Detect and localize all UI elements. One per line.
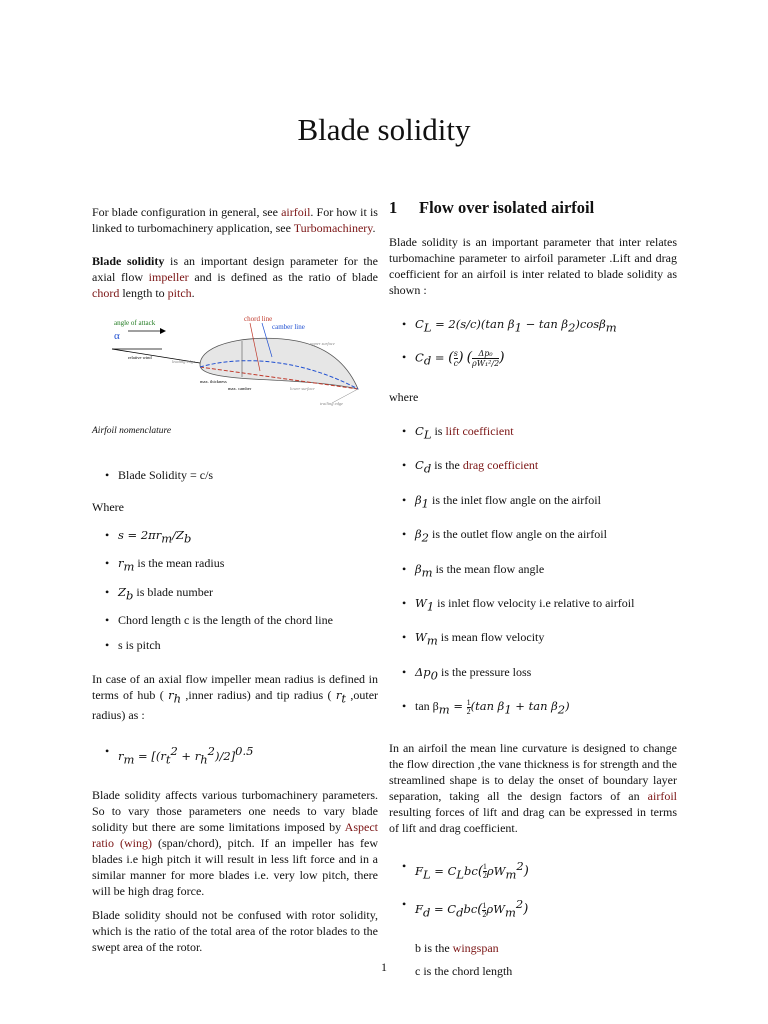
frac-den: 2	[482, 871, 487, 881]
section-title: Flow over isolated airfoil	[419, 198, 595, 217]
math-part: )cosβ	[575, 317, 606, 331]
turbomachinery-link[interactable]: Turbomachinery	[293, 221, 373, 235]
list-item	[389, 595, 677, 614]
math-sub: L	[423, 320, 432, 335]
list-item	[389, 526, 677, 545]
def-text: is the outlet flow angle on the airfoil	[428, 527, 607, 542]
def-text-4: .	[191, 286, 195, 300]
def-text: is the pressure loss	[438, 664, 532, 679]
symbol-definitions	[389, 423, 677, 718]
math-sup: 2	[207, 743, 215, 758]
math-sub: t	[165, 751, 171, 766]
list-item	[389, 664, 677, 683]
math-sub: m	[438, 702, 450, 717]
airfoil-link[interactable]: airfoil	[281, 205, 311, 219]
math-sub: L	[423, 427, 432, 442]
relative-wind-label: relative wind	[128, 355, 152, 360]
math-sup: 2	[170, 743, 178, 758]
math-part: ρW	[486, 901, 505, 916]
where-label-right: where	[389, 390, 419, 405]
frac-den: ρW₁²/2	[472, 359, 500, 369]
math-sub: 1	[421, 496, 429, 511]
math-sup: 0.5	[235, 743, 254, 758]
frac-den: 2	[466, 706, 471, 716]
math-sub: 2	[421, 530, 429, 545]
math-symbol: r	[118, 556, 124, 571]
math-sub: m	[505, 866, 517, 881]
def-text-2: and is defined as the ratio of blade	[188, 270, 378, 284]
right-column	[389, 200, 677, 979]
math-part: ρW	[486, 863, 506, 878]
math-symbol: Δp	[415, 664, 431, 679]
math-symbol: r	[168, 688, 174, 703]
affects-text-2: (span/chord), pitch. If an impeller has few blades i.e high pitch it will result in less lift force and in a similar manner for more blades i.e. very low pitch, there will be high drag force.	[92, 835, 378, 898]
math-symbol: r	[118, 748, 124, 763]
math-part: tan β	[415, 699, 439, 714]
affects-paragraph	[92, 787, 378, 899]
math-symbol: C	[415, 424, 424, 439]
frac-num: 1	[466, 697, 471, 707]
math-part: (tan β	[470, 699, 505, 714]
solidity-list	[92, 467, 378, 483]
math-symbol: F	[415, 901, 423, 916]
list-item: • s is pitch	[92, 637, 378, 653]
hub-text-1: In case of an axial flow impeller mean radius is defined in terms of hub (	[92, 672, 378, 703]
list-item	[92, 527, 378, 546]
math-part: )/2]	[214, 748, 236, 763]
math-sub: m	[161, 531, 173, 546]
left-column	[92, 200, 378, 955]
aspect-ratio-link[interactable]: Aspect ratio (wing)	[92, 819, 378, 850]
hub-text-2: ,inner radius) and tip radius (	[181, 688, 336, 703]
math-symbol: F	[415, 863, 423, 878]
math-sub: m	[421, 564, 433, 579]
pitch-formula: s = 2πr	[118, 528, 162, 542]
def-text: is the mean flow angle	[432, 561, 545, 576]
intro-paragraph	[92, 204, 378, 236]
math-sub: b	[126, 588, 134, 603]
cl-formula	[389, 316, 677, 335]
wingspan-link[interactable]: wingspan	[452, 941, 499, 956]
section-number: 1	[389, 198, 398, 217]
list-item	[92, 555, 378, 574]
angle-of-attack-label: angle of attack	[114, 319, 156, 327]
math-symbol: C	[415, 350, 424, 365]
math-sub: 1	[426, 599, 435, 614]
list-item	[389, 492, 677, 511]
blade-solidity-bold: Blade solidity	[92, 254, 165, 268]
hub-paragraph	[92, 671, 378, 722]
where-label: Where	[92, 500, 124, 514]
math-sup: 2	[515, 896, 524, 911]
trailing-edge-label: trailing edge	[320, 401, 344, 406]
math-sub: m	[123, 751, 135, 766]
math-symbol: r	[335, 688, 342, 703]
math-sub: d	[423, 461, 432, 476]
camber-line-label: camber line	[272, 323, 305, 331]
math-part: = C	[430, 901, 457, 916]
frac-num: Δp₀	[472, 349, 499, 359]
math-part: bc	[464, 863, 478, 878]
lower-surface-label: lower surface	[290, 386, 315, 391]
math-sub: m	[426, 633, 438, 648]
math-sub: h	[173, 691, 182, 706]
max-camber-label: max. camber	[228, 386, 252, 391]
math-symbol: C	[415, 458, 424, 473]
angle-arrowhead	[160, 328, 166, 334]
section-intro: Blade solidity is an important parameter that inter relates turbomachine parameter to airfoil parameter .Lift and drag coefficient for an airfoil is inter related to blade solidity as shown :	[389, 235, 677, 297]
leading-edge-label: leading edge	[172, 359, 196, 364]
frac-num: s	[453, 349, 458, 359]
affects-text-1: Blade solidity affects various turbomachinery parameters. So to vary those parameters one needs to vary blade solidity but there are some limitations imposed by	[92, 787, 378, 834]
bullet-text: is blade number	[133, 584, 214, 599]
def-text: is the	[431, 458, 463, 473]
rm-formula	[92, 743, 378, 767]
math-sub: 0	[430, 668, 438, 683]
bullet-text: is the mean radius	[134, 556, 225, 571]
math-symbol: W	[415, 595, 427, 610]
math-symbol: β	[415, 561, 422, 576]
figure-caption: Airfoil nomenclature	[92, 426, 172, 436]
def-text-3: length to	[119, 286, 168, 300]
math-part: =	[431, 350, 449, 365]
curv-text-2: resulting forces of lift and drag can be expressed in terms of lift and drag coefficient.	[389, 804, 677, 835]
lift-coefficient-link[interactable]: lift coefficient	[445, 424, 514, 439]
chord-line-label: chord line	[244, 315, 273, 323]
list-item	[92, 584, 378, 603]
definition-paragraph	[92, 253, 378, 301]
math-sub: d	[423, 354, 432, 369]
math-sub: d	[456, 905, 464, 920]
intro-text: For blade configuration in general, see	[92, 205, 282, 219]
def-text: is the inlet flow angle on the airfoil	[428, 492, 601, 507]
airfoil-link-2[interactable]: airfoil	[647, 788, 677, 803]
definitions-list	[92, 527, 378, 653]
pitch-link[interactable]: pitch	[167, 286, 192, 300]
fd-formula: • $F_d = C_dbc$( $\frac{1}{2}$ $\rho W_m^2$)	[389, 896, 677, 920]
frac-num: 1	[482, 862, 487, 872]
math-symbol: W	[415, 630, 427, 645]
coefficient-list	[389, 316, 677, 369]
hub-text-3: ,outer radius) as :	[92, 688, 379, 722]
math-symbol: Z	[118, 584, 126, 599]
alpha-label: α	[114, 330, 120, 342]
def-text: is	[431, 424, 446, 439]
math-sub: m	[605, 320, 617, 335]
math-sub: 2	[568, 320, 576, 335]
curvature-paragraph	[389, 740, 677, 836]
curv-text-1: In an airfoil the mean line curvature is designed to change the flow direction ,the vane thickness is for strength and the streamlined shape is to delay the onset of boundary layer separation, taking all the design factors of an	[389, 740, 677, 803]
math-sub: 1	[504, 702, 512, 717]
tan-formula	[389, 698, 677, 717]
list-item: • Chord length c is the length of the chord line	[92, 612, 378, 628]
section-heading	[389, 200, 677, 216]
def-text-1: is an important design parameter for the axial flow	[92, 254, 378, 284]
math-sup: 2	[516, 858, 524, 873]
rotor-paragraph: Blade solidity should not be confused with rotor solidity, which is the ratio of the total area of the rotor blades to the swept area of the rotor.	[92, 907, 378, 954]
math-sub: d	[422, 905, 431, 920]
fl-formula: • $F_L = C_Lbc$( $\frac{1}{2}$ $\rho W_m^2$)	[389, 858, 677, 882]
def-text: is mean flow velocity	[437, 630, 545, 645]
max-thickness-label: max. thickness	[200, 379, 227, 384]
math-sub: 1	[514, 320, 522, 335]
math-part: + r	[177, 748, 201, 763]
math-symbol: β	[415, 492, 422, 507]
math-sub: 2	[557, 702, 566, 717]
math-sub: L	[456, 866, 465, 881]
upper-surface-label: upper surface	[310, 341, 335, 346]
page-number: 1	[381, 960, 387, 974]
math-sub: m	[123, 559, 135, 574]
math-part: =	[449, 699, 467, 714]
list-item	[389, 423, 677, 442]
solidity-bullet: • Blade Solidity = c/s	[92, 467, 378, 483]
b-def-text: b is the	[415, 941, 453, 956]
b-definition	[389, 940, 677, 956]
math-sub: m	[504, 905, 516, 920]
math-sub: t	[341, 691, 346, 706]
frac-num: 1	[482, 900, 487, 910]
frac-den: 2	[482, 909, 487, 919]
math-sub: h	[200, 751, 208, 766]
cd-formula: • $C_d$ = ( $\frac{s}{c}$ ) ( $\frac{\text{Δp₀}}{\text{ρW₁²/2}}$ )	[389, 349, 677, 369]
page-title: Blade solidity	[297, 112, 471, 147]
frac-den: c	[453, 359, 459, 369]
chord-link[interactable]: chord	[92, 286, 120, 300]
math-part: )	[565, 699, 570, 714]
math-sub: b	[184, 531, 192, 546]
math-part: = C	[430, 863, 457, 878]
math-part: = [(r	[134, 748, 166, 763]
airfoil-figure	[92, 311, 378, 411]
list-item	[389, 457, 677, 476]
c-definition: c is the chord length	[415, 964, 513, 979]
impeller-link[interactable]: impeller	[148, 270, 189, 284]
math-part: − tan β	[521, 317, 569, 331]
intro-text-2: . For how it is linked to turbomachinery application, see	[92, 205, 378, 235]
math-sub: L	[422, 866, 431, 881]
math-part: + tan β	[511, 699, 558, 714]
rm-list	[92, 743, 378, 767]
drag-coefficient-link[interactable]: drag coefficient	[462, 458, 539, 473]
math-part: = 2(s/c)(tan β	[431, 317, 515, 331]
math-tail: /Z	[172, 528, 185, 542]
def-text: is inlet flow velocity i.e relative to airfoil	[434, 595, 635, 610]
math-part: bc	[463, 901, 478, 916]
list-item	[389, 629, 677, 648]
force-list	[389, 858, 677, 921]
intro-text-3: .	[372, 221, 376, 235]
math-symbol: C	[415, 317, 424, 331]
list-item	[389, 561, 677, 580]
math-symbol: β	[415, 527, 422, 542]
